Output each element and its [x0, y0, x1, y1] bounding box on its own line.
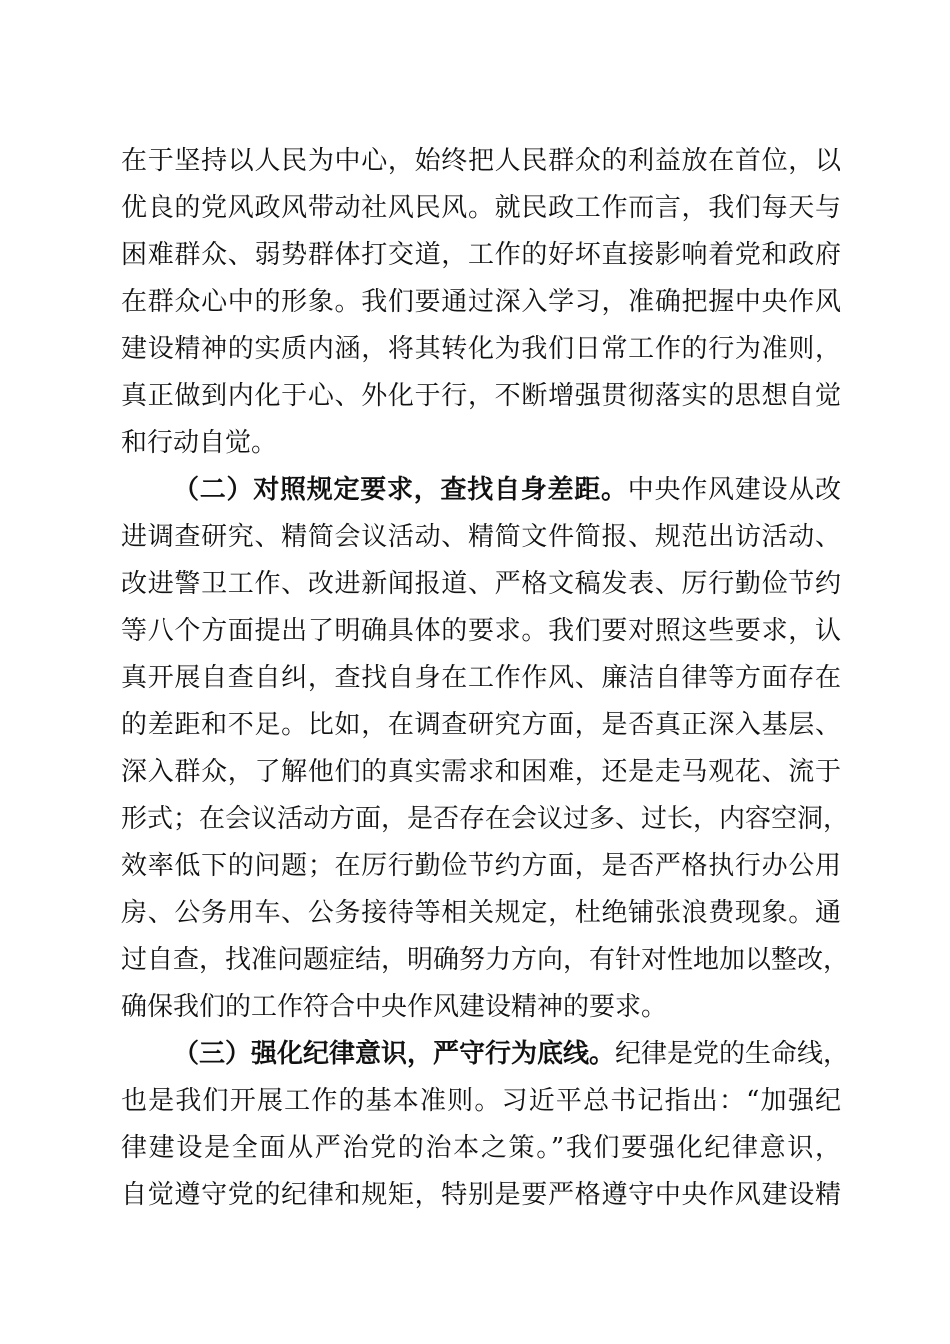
text-line: 改进警卫工作、改进新闻报道、严格文稿发表、厉行勤俭节约	[121, 569, 841, 599]
text-line: 建设精神的实质内涵，将其转化为我们日常工作的行为准则，	[121, 334, 841, 364]
text-run: 纪律是党的生命线，	[615, 1039, 850, 1069]
text-line: 也是我们开展工作的基本准则。习近平总书记指出：“加强纪	[121, 1086, 841, 1116]
text-run: 中央作风建设从改	[627, 475, 841, 505]
section-heading: （二）对照规定要求，查找自身差距。	[173, 475, 628, 505]
text-line: 效率低下的问题；在厉行勤俭节约方面，是否严格执行办公用	[121, 851, 841, 881]
text-line: 和行动自觉。	[121, 428, 278, 458]
text-line: 形式；在会议活动方面，是否存在会议过多、过长，内容空洞，	[121, 804, 850, 834]
body-text	[121, 138, 850, 1219]
text-line: 的差距和不足。比如，在调查研究方面，是否真正深入基层、	[121, 710, 841, 740]
text-line: 真开展自查自纠，查找自身在工作作风、廉洁自律等方面存在	[121, 663, 841, 693]
paragraph-first-line	[121, 467, 841, 514]
paragraph-3	[121, 1031, 850, 1219]
paragraph-2	[121, 467, 850, 1031]
text-line: 困难群众、弱势群体打交道，工作的好坏直接影响着党和政府	[121, 240, 841, 270]
text-line: 等八个方面提出了明确具体的要求。我们要对照这些要求，认	[121, 616, 841, 646]
text-line: 真正做到内化于心、外化于行，不断增强贯彻落实的思想自觉	[121, 381, 841, 411]
text-line: 律建设是全面从严治党的治本之策。”我们要强化纪律意识，	[121, 1133, 841, 1163]
paragraph-first-line	[121, 1031, 850, 1078]
text-line: 过自查，找准问题症结，明确努力方向，有针对性地加以整改，	[121, 945, 850, 975]
text-line: 房、公务用车、公务接待等相关规定，杜绝铺张浪费现象。通	[121, 898, 841, 928]
text-line: 确保我们的工作符合中央作风建设精神的要求。	[121, 992, 668, 1022]
paragraph-1	[121, 138, 841, 467]
text-line: 进调查研究、精简会议活动、精简文件简报、规范出访活动、	[121, 522, 841, 552]
text-line: 自觉遵守党的纪律和规矩，特别是要严格遵守中央作风建设精	[121, 1180, 841, 1210]
text-line: 在于坚持以人民为中心，始终把人民群众的利益放在首位，以	[121, 146, 841, 176]
section-heading: （三）强化纪律意识，严守行为底线。	[173, 1039, 616, 1069]
text-line: 在群众心中的形象。我们要通过深入学习，准确把握中央作风	[121, 287, 841, 317]
text-line: 深入群众，了解他们的真实需求和困难，还是走马观花、流于	[121, 757, 841, 787]
text-line: 优良的党风政风带动社风民风。就民政工作而言，我们每天与	[121, 193, 841, 223]
